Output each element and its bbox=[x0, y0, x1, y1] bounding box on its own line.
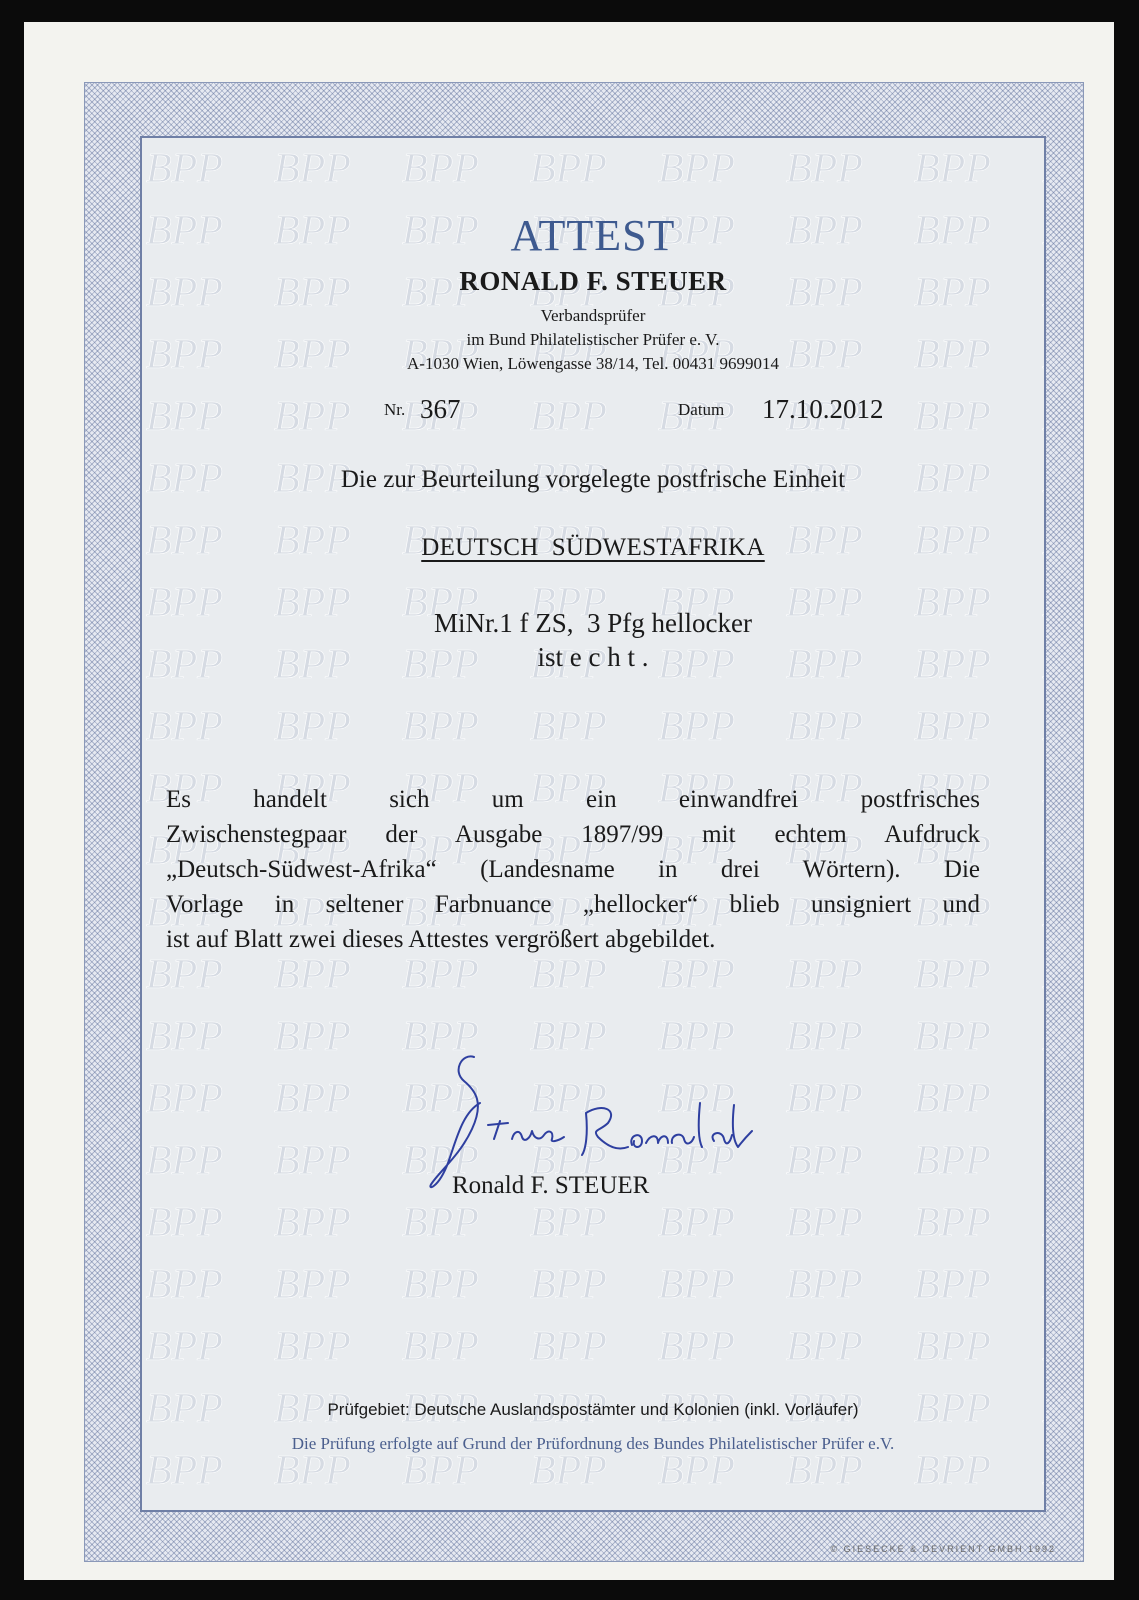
examiner-address: A-1030 Wien, Löwengasse 38/14, Tel. 00431 9699014 bbox=[407, 354, 779, 373]
examiner-name: RONALD F. STEUER bbox=[459, 266, 727, 296]
description-line: Vorlage in seltener Farbnuance „hellocker“ blieb unsigniert und bbox=[166, 891, 980, 918]
description-line: ist auf Blatt zwei dieses Attestes vergrößert abgebildet. bbox=[166, 926, 716, 953]
number-label: Nr. bbox=[384, 400, 406, 419]
footer-note: Die Prüfung erfolgte auf Grund der Prüfordnung des Bundes Philatelistischer Prüfer e.V. bbox=[291, 1434, 895, 1453]
description-line: Es handelt sich um ein einwandfrei postfrisches bbox=[166, 786, 980, 813]
stamp-description: MiNr.1 f ZS, 3 Pfg hellocker bbox=[434, 608, 752, 638]
country-heading bbox=[142, 534, 1044, 562]
handwritten-signature bbox=[402, 1043, 762, 1193]
certificate-panel bbox=[140, 136, 1046, 1512]
verdict: ist e c h t . bbox=[537, 642, 649, 672]
description-line: „Deutsch-Südwest-Afrika“ (Landesname in drei Wörtern). Die bbox=[166, 856, 980, 883]
intro-text: Die zur Beurteilung vorgelegte postfrische Einheit bbox=[340, 466, 846, 493]
certificate-date: 17.10.2012 bbox=[762, 394, 884, 424]
country-name: DEUTSCH SÜDWESTAFRIKA bbox=[421, 534, 765, 561]
certificate-sheet bbox=[24, 22, 1114, 1580]
examiner-association: im Bund Philatelistischer Prüfer e. V. bbox=[466, 330, 720, 349]
signature-text: Steuer Ronald bbox=[402, 1043, 408, 1044]
date-label: Datum bbox=[678, 400, 725, 419]
certificate-title: ATTEST bbox=[510, 211, 676, 260]
printer-imprint: © GIESECKE & DEVRIENT GMBH 1992 bbox=[830, 1544, 1056, 1554]
description-paragraph bbox=[166, 782, 980, 957]
examiner-role: Verbandsprüfer bbox=[540, 306, 646, 325]
signature-name: Ronald F. STEUER bbox=[452, 1172, 650, 1199]
description-line: Zwischenstegpaar der Ausgabe 1897/99 mit echtem Aufdruck bbox=[166, 821, 980, 848]
certificate-number: 367 bbox=[420, 394, 461, 424]
examination-area: Prüfgebiet: Deutsche Auslandspostämter und Kolonien (inkl. Vorläufer) bbox=[327, 1400, 859, 1419]
